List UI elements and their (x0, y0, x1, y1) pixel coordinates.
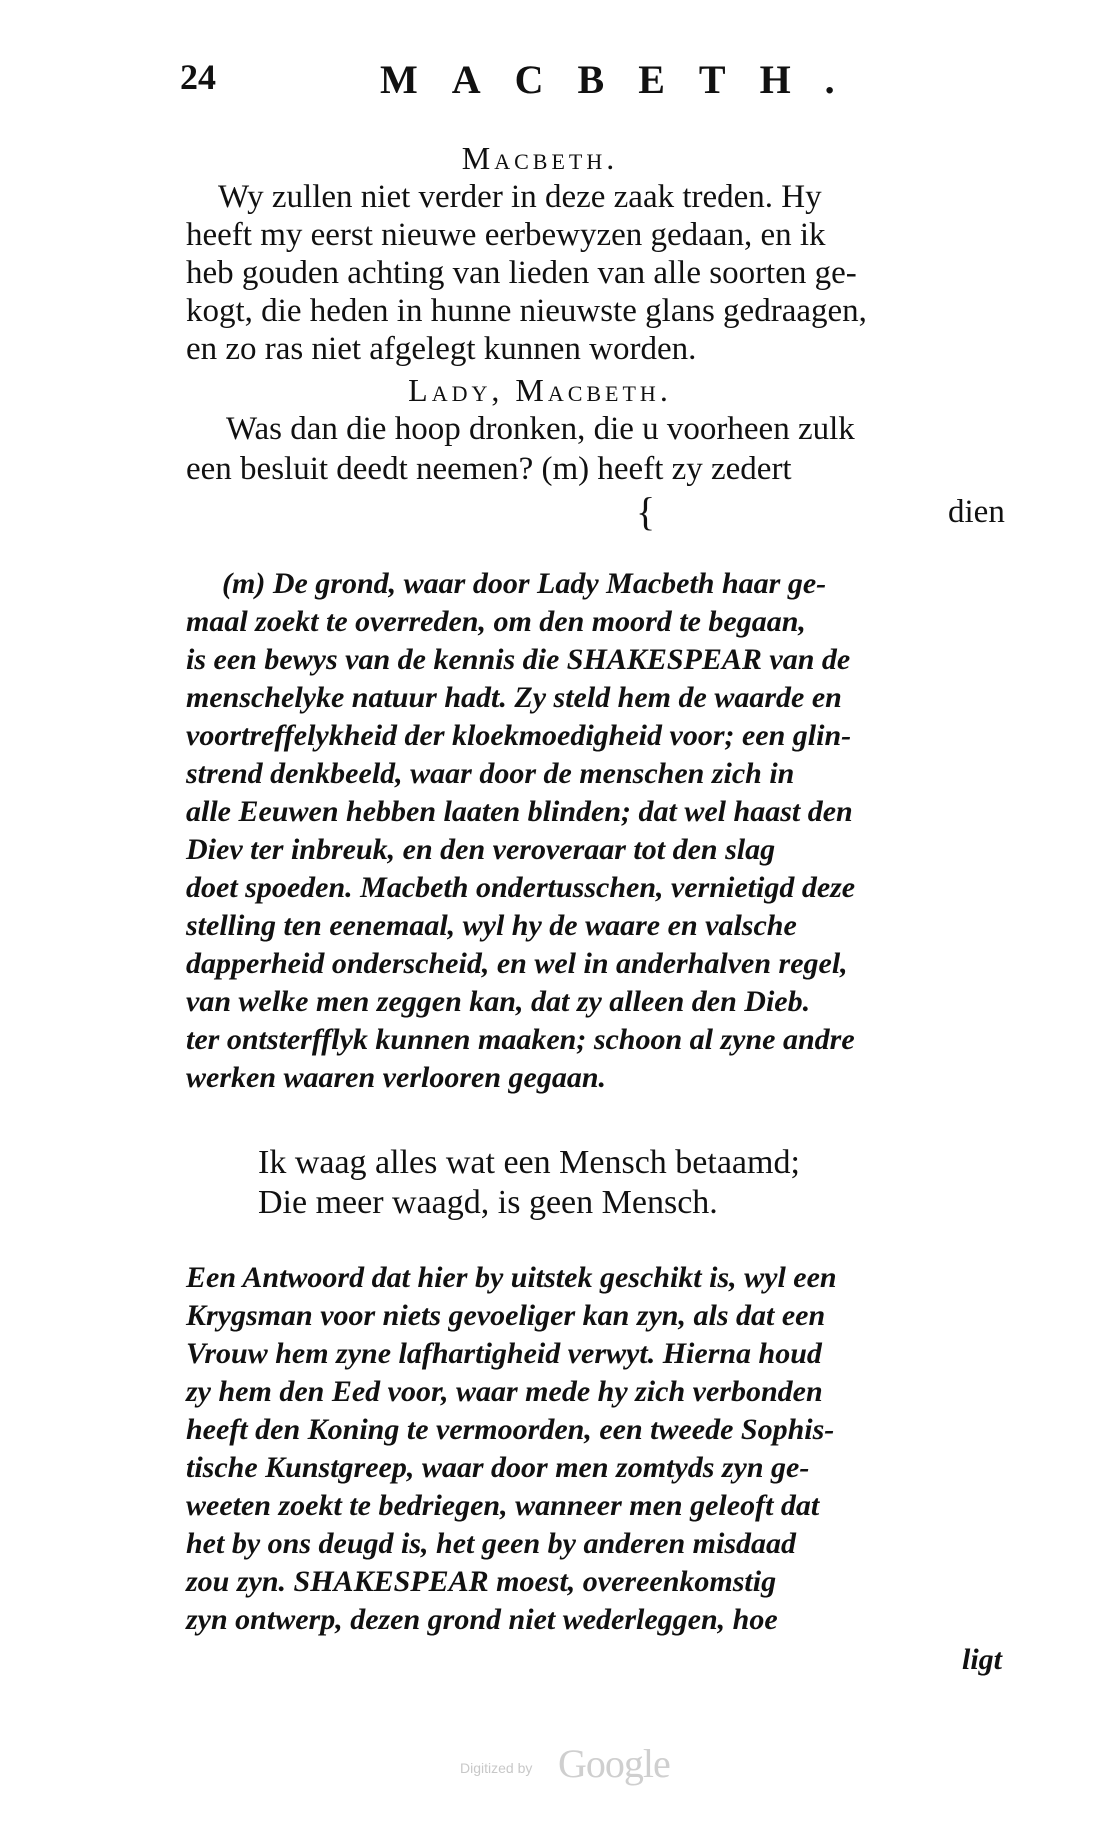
brace-mark: { (636, 489, 656, 534)
page-number: 24 (180, 57, 216, 97)
footnote-line: het by ons deugd is, het geen by anderen misdaad (186, 1527, 797, 1560)
text-line: een besluit deedt neemen? (m) heeft zy zedert (186, 451, 792, 487)
speaker-lady-macbeth: Lady, Macbeth. (408, 372, 672, 408)
text-line: heb gouden achting van lieden van alle soorten ge- (186, 255, 857, 291)
catchword: dien (948, 494, 1005, 530)
running-title: MACBETH. (380, 57, 869, 102)
quote-line: Die meer waagd, is geen Mensch. (258, 1184, 718, 1221)
footnote-line: strend denkbeeld, waar door de menschen zich in (186, 757, 795, 790)
footnote-line: zou zyn. SHAKESPEAR moest, overeenkomstig (186, 1565, 777, 1598)
text-line: kogt, die heden in hunne nieuwste glans gedraagen, (186, 293, 867, 329)
watermark-prefix: Digitized by (460, 1760, 533, 1776)
footnote-line: tische Kunstgreep, waar door men zomtyds zyn ge- (186, 1451, 810, 1484)
catchword: ligt (962, 1643, 1003, 1676)
text-line: en zo ras niet afgelegt kunnen worden. (186, 331, 697, 367)
footnote-line: zyn ontwerp, dezen grond niet wederleggen, hoe (186, 1603, 778, 1636)
footnote-line: dapperheid onderscheid, en wel in anderhalven regel, (186, 947, 848, 980)
footnote-line: menschelyke natuur hadt. Zy steld hem de waarde en (186, 681, 842, 714)
footnote-line: Krygsman voor niets gevoeliger kan zyn, als dat een (186, 1299, 826, 1332)
footnote-line: maal zoekt te overreden, om den moord te begaan, (186, 605, 806, 638)
google-logo: Google (558, 1741, 670, 1786)
text-line: heeft my eerst nieuwe eerbewyzen gedaan, en ik (186, 217, 826, 253)
page-header (180, 56, 900, 106)
text-line: Wy zullen niet verder in deze zaak treden. Hy (218, 179, 822, 215)
footnote-line: is een bewys van de kennis die SHAKESPEAR van de (186, 643, 851, 676)
footnote-line: ter ontsterfflyk kunnen maaken; schoon al zyne andre (186, 1023, 855, 1056)
footnote-line: Diev ter inbreuk, en den veroveraar tot den slag (186, 833, 776, 866)
text-line: Was dan die hoop dronken, die u voorheen zulk (226, 411, 855, 447)
speaker-macbeth: Macbeth. (461, 140, 619, 176)
footnote-line: alle Eeuwen hebben laaten blinden; dat wel haast den (186, 795, 853, 828)
footnote-line: voortreffelykheid der kloekmoedigheid voor; een glin- (186, 719, 852, 752)
footnote-line: weeten zoekt te bedriegen, wanneer men geleoft dat (186, 1489, 820, 1522)
footnote-line: doet spoeden. Macbeth ondertusschen, vernietigd deze (186, 871, 856, 904)
footnote-line: Vrouw hem zyne lafhartigheid verwyt. Hierna houd (186, 1337, 822, 1370)
footnote-line: zy hem den Eed voor, waar mede hy zich verbonden (186, 1375, 823, 1408)
footnote-line: van welke men zeggen kan, dat zy alleen den Dieb. (186, 985, 811, 1018)
footnote-line: heeft den Koning te vermoorden, een tweede Sophis- (186, 1413, 835, 1446)
digitized-watermark (460, 1740, 720, 1790)
footnote-line: Een Antwoord dat hier by uitstek geschikt is, wyl een (186, 1261, 837, 1294)
footnote-line: werken waaren verlooren gegaan. (186, 1061, 606, 1094)
quote-line: Ik waag alles wat een Mensch betaamd; (258, 1144, 800, 1181)
footnote-line: stelling ten eenemaal, wyl hy de waare en valsche (186, 909, 797, 942)
footnote-line: (m) De grond, waar door Lady Macbeth haar ge- (222, 567, 827, 600)
